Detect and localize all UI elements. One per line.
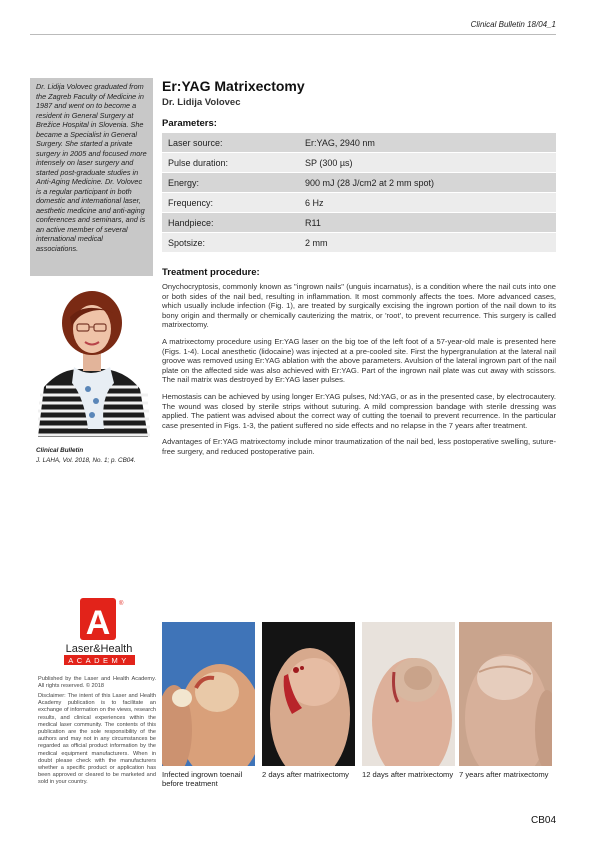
parameter-label: Frequency: bbox=[162, 193, 299, 213]
caption-title: Clinical Bulletin bbox=[36, 447, 84, 454]
gallery-caption: Infected ingrown toenail before treatment bbox=[162, 770, 243, 788]
body-paragraph: A matrixectomy procedure using Er:YAG laser on the big toe of the left foot of a 57-year-old male is presented here (Figs. 1-4). Local anesthetic (lidocaine) was injected at a pre-cooled site. First the hypergranulation at the lateral nail groove was removed using Er:YAG ablation with the above parameters. Avulsion of the lateral ingrown part of the nail plate on the affected side was also achieved with Er:YAG. Part of the ingrown nail plate was cut away with scissors. The nail matrix was destroyed by Er:YAG laser pulses. bbox=[162, 336, 556, 385]
gallery-caption: 12 days after matrixectomy bbox=[362, 770, 454, 779]
svg-text:®: ® bbox=[119, 601, 124, 607]
article-title: Er:YAG Matrixectomy bbox=[162, 78, 305, 94]
logo-letter: A bbox=[85, 604, 111, 642]
parameter-row bbox=[162, 153, 556, 173]
parameter-label: Handpiece: bbox=[162, 213, 299, 233]
article-author: Dr. Lidija Volovec bbox=[162, 97, 241, 108]
body-paragraph: Advantages of Er:YAG matrixectomy include minor traumatization of the nail bed, less postoperative swelling, suture-free surgery, and reduced postoperative pain. bbox=[162, 437, 556, 456]
parameter-value: R11 bbox=[299, 213, 556, 233]
parameter-value: Er:YAG, 2940 nm bbox=[299, 133, 556, 153]
page-number: CB04 bbox=[530, 815, 556, 826]
author-photo bbox=[30, 277, 153, 437]
parameter-row bbox=[162, 133, 556, 153]
author-bio-text: Dr. Lidija Volovec graduated from the Zagreb Faculty of Medicine in 1987 and went on to become a resident in General Surgery at Brežice Hospital in Slovenia. She became a Specialist in General Surgery. She started a private surgery in 2005 and focused more intensely on laser surgery and started post-graduate studies in Anti-Aging Medicine. Dr. Volovec is a regular participant in both domestic and international laser, aesthetic medicine and anti-aging conferences and seminars, and is an active member of several international medical associations. bbox=[36, 82, 147, 253]
parameter-row bbox=[162, 173, 556, 193]
clinical-photo-2-days bbox=[262, 622, 355, 766]
parameter-value: 2 mm bbox=[299, 233, 556, 253]
author-bio-box bbox=[30, 78, 153, 276]
procedure-heading: Treatment procedure: bbox=[162, 267, 260, 278]
caption-reference: J. LAHA, Vol. 2018, No. 1; p. CB04. bbox=[36, 457, 136, 464]
parameter-value: 6 Hz bbox=[299, 193, 556, 213]
logo-line2: ACADEMY bbox=[68, 656, 130, 665]
parameters-table bbox=[162, 133, 556, 253]
clinical-photo-7-years bbox=[459, 622, 552, 766]
header-rule bbox=[30, 34, 556, 35]
parameter-label: Pulse duration: bbox=[162, 153, 299, 173]
published-note: Published by the Laser and Health Academy. All rights reserved. © 2018 bbox=[38, 676, 156, 690]
article-main bbox=[162, 78, 556, 464]
gallery-caption: 2 days after matrixectomy bbox=[262, 770, 349, 779]
parameter-row bbox=[162, 193, 556, 213]
logo-line1: Laser&Health bbox=[65, 643, 133, 655]
photo-caption bbox=[36, 446, 161, 466]
parameter-value: 900 mJ (28 J/cm2 at 2 mm spot) bbox=[299, 173, 556, 193]
parameter-row bbox=[162, 233, 556, 253]
clinical-photo-before bbox=[162, 622, 255, 766]
body-paragraph: Hemostasis can be achieved by using longer Er:YAG pulses, Nd:YAG, or as in the presented case, by electrocautery. The wound was closed by sterile strips without suturing. A mild compression bandage with sterile dressing was applied. The patient was advised about the correct way of cutting the toenail to prevent recurrence. In the particular case presented in Figs. 1-3, the patient suffered no side effects and no relapse in the 7 years after treatment. bbox=[162, 391, 556, 430]
body-paragraph: Onychocryptosis, commonly known as "ingrown nails" (unguis incarnatus), is a condition where the nail cuts into one or both sides of the nail bed, resulting in inflammation. It most commonly affects the toes. More advanced cases, which usually include infection (Fig. 1), are treated by surgically excising the ingrown portion of the nail down to its bony origin and thermally or chemically cauterizing the matrix, or 'root', to prevent recurrence. This surgery is called matrixectomy. bbox=[162, 282, 556, 330]
parameter-label: Laser source: bbox=[162, 133, 299, 153]
disclaimer: Disclaimer: The intent of this Laser and Health Academy publication is to facilitate an exchange of information on the views, research results, and clinical experiences within the medical laser community. The contents of this publication are the sole responsibility of the authors and may not in any circumstances be regarded as official product information by the medical equipment manufacturers. When in doubt please check with the manufacturers whether a specific product or application has been approved or cleared to be marketed and sold in your country. bbox=[38, 693, 156, 786]
parameters-heading: Parameters: bbox=[162, 118, 217, 129]
parameter-label: Energy: bbox=[162, 173, 299, 193]
gallery-caption: 7 years after matrixectomy bbox=[459, 770, 549, 779]
parameter-value: SP (300 µs) bbox=[299, 153, 556, 173]
parameter-label: Spotsize: bbox=[162, 233, 299, 253]
clinical-photo-12-days bbox=[362, 622, 455, 766]
parameter-row bbox=[162, 213, 556, 233]
bulletin-tag: Clinical Bulletin 18/04_1 bbox=[470, 20, 556, 29]
laser-health-academy-logo bbox=[62, 598, 137, 670]
